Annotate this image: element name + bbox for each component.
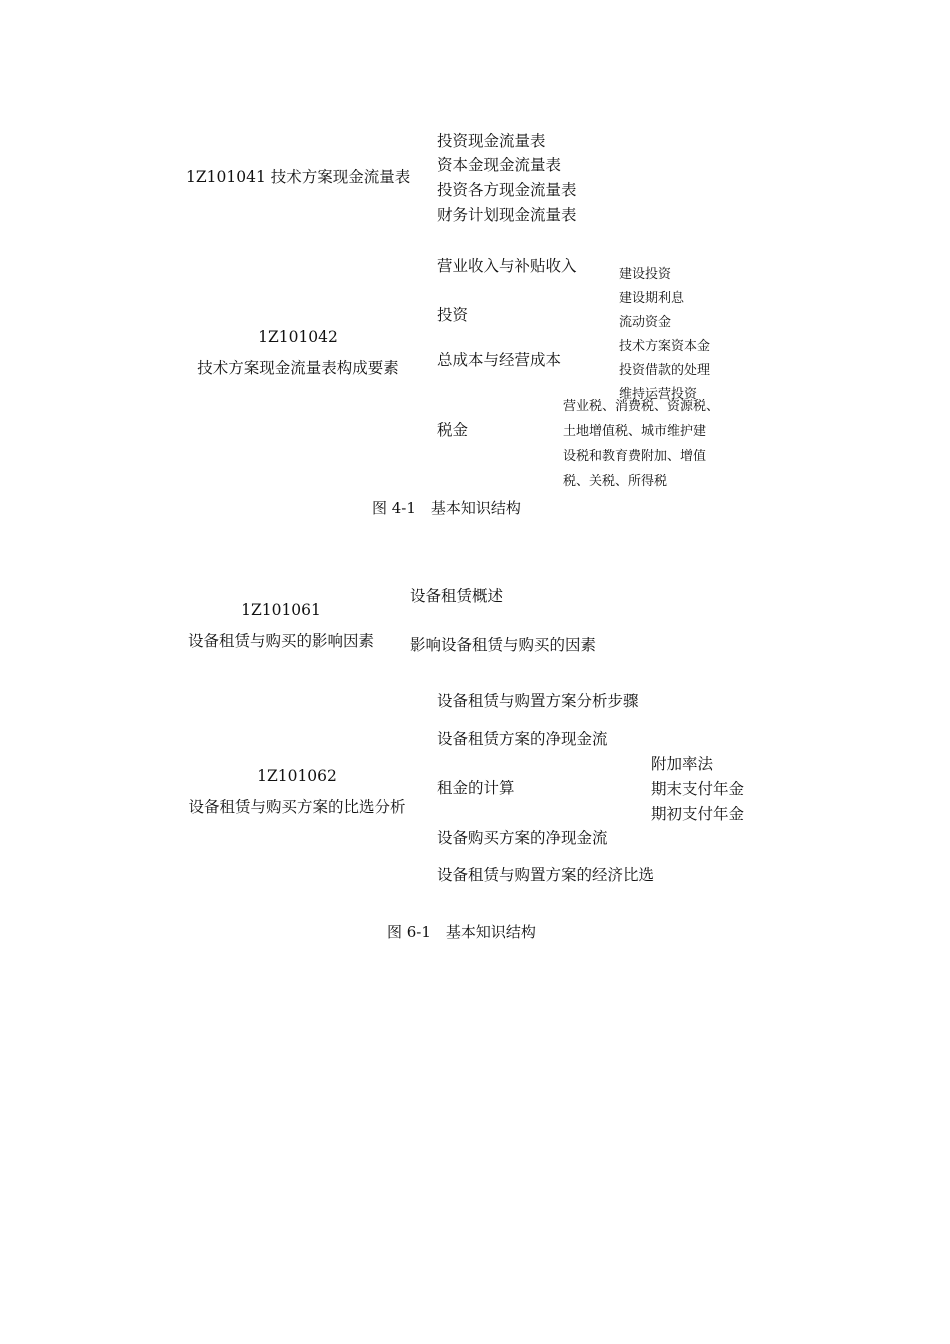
node-label: 设备租赁与购买的影响因素 (187, 632, 374, 650)
node-code: 1Z101042 (258, 328, 338, 346)
tax-detail-line: 营业税、消费税、资源税、 (563, 399, 720, 414)
child-economic-compare: 设备租赁与购置方案的经济比选 (437, 866, 655, 884)
tax-detail (563, 395, 719, 489)
child-investment-cashflow: 投资现金流量表 (437, 132, 546, 150)
investment-item: 投资借款的处理 (619, 363, 711, 378)
child-buy-cashflow: 设备购买方案的净现金流 (437, 829, 608, 847)
child-parties-cashflow: 投资各方现金流量表 (437, 181, 577, 199)
child-lease-cashflow: 设备租赁方案的净现金流 (437, 730, 608, 748)
rent-method: 附加率法 (651, 755, 714, 773)
child-rent-calc: 租金的计算 (437, 779, 515, 797)
tax-detail-line: 税、关税、所得税 (563, 474, 668, 489)
figure-caption: 图 4-1 基本知识结构 (372, 499, 521, 517)
node-code: 1Z101061 (241, 601, 321, 619)
node-label: 技术方案现金流量表构成要素 (197, 359, 399, 377)
child-investment: 投资 (437, 306, 469, 324)
node-label: 设备租赁与购买方案的比选分析 (188, 798, 406, 816)
child-analysis-steps: 设备租赁与购置方案分析步骤 (437, 692, 639, 710)
node-1z101061 (176, 601, 386, 651)
child-capital-cashflow: 资本金现金流量表 (437, 156, 562, 174)
investment-item: 维持运营投资 (619, 387, 698, 402)
figure-caption: 图 6-1 基本知识结构 (387, 923, 536, 941)
node-code: 1Z101062 (257, 767, 337, 785)
child-tax: 税金 (437, 421, 469, 439)
investment-items (619, 263, 710, 402)
child-financial-plan-cashflow: 财务计划现金流量表 (437, 206, 577, 224)
node-1z101062 (178, 767, 416, 817)
investment-item: 流动资金 (619, 315, 672, 330)
rent-method: 期初支付年金 (651, 805, 745, 823)
investment-item: 建设期利息 (619, 291, 685, 306)
investment-item: 技术方案资本金 (619, 339, 711, 354)
tax-detail-line: 设税和教育费附加、增值 (563, 449, 707, 464)
child-revenue: 营业收入与补贴收入 (437, 257, 577, 275)
child-lease-overview: 设备租赁概述 (410, 587, 504, 605)
node-1z101041: 1Z101041 技术方案现金流量表 (186, 168, 411, 186)
investment-item: 建设投资 (619, 267, 672, 282)
child-lease-factors: 影响设备租赁与购买的因素 (410, 636, 597, 654)
rent-method: 期末支付年金 (651, 780, 745, 798)
node-1z101042 (184, 328, 412, 378)
tax-detail-line: 土地增值税、城市维护建 (563, 424, 707, 439)
child-cost: 总成本与经营成本 (437, 351, 562, 369)
